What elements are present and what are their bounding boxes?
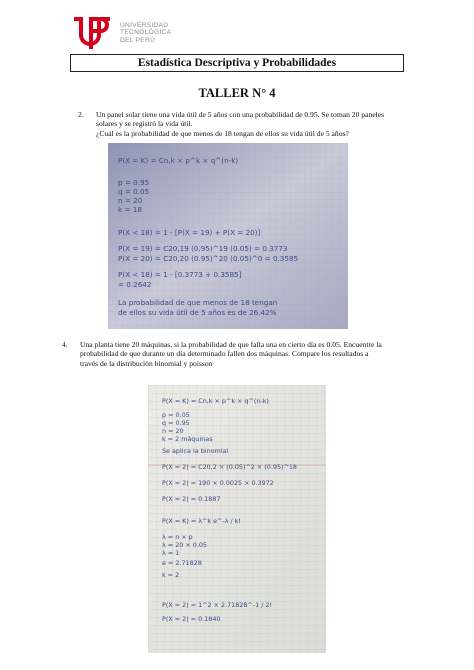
utp-logo-icon xyxy=(72,15,112,51)
photo-1-line-12: de ellos su vida útil de 5 años es de 26.42% xyxy=(118,308,277,317)
photo-2-line-5: k = 2 máquinas xyxy=(162,435,213,443)
university-logo xyxy=(72,14,212,52)
photo-2-line-7: P(X = 2) = C20,2 × (0.05)^2 × (0.95)^18 xyxy=(162,463,297,471)
photo-2-line-17: P(X = 2) = 0.1840 xyxy=(162,615,221,623)
photo-2-line-10: P(X = K) = λ^k e^-λ / k! xyxy=(162,517,241,525)
question-4-number: 4. xyxy=(62,340,68,349)
photo-1-line-11: La probabilidad de que menos de 18 tengan xyxy=(118,298,278,307)
photo-2-line-9: P(X = 2) = 0.1887 xyxy=(162,495,221,503)
question-4 xyxy=(62,340,408,368)
photo-2-line-8: P(X = 2) = 190 × 0.0025 × 0.3972 xyxy=(162,479,274,487)
question-4-line-2: probabilidad de que durante un día determinado fallen dos máquinas. Compare los resultados a xyxy=(80,349,369,359)
photo-1-line-7: P(X = 19) = C20,19 (0.95)^19 (0.05) = 0.3773 xyxy=(118,244,288,253)
taller-heading: TALLER N° 4 xyxy=(198,86,276,100)
photo-1-line-9: P(X < 18) = 1 - [0.3773 + 0.3585] xyxy=(118,270,242,279)
logo-line-2: TECNOLÓGICA xyxy=(120,29,172,37)
question-4-line-3: través de la distribución binomial y poisson xyxy=(80,358,213,368)
photo-2-line-3: q = 0.95 xyxy=(162,419,190,427)
photo-1-line-3: q = 0.05 xyxy=(118,187,150,196)
photo-1-line-6: P(X < 18) = 1 - [P(X = 19) + P(X = 20)] xyxy=(118,228,261,237)
logo-line-1: UNIVERSIDAD xyxy=(120,21,169,29)
photo-2-line-13: λ = 1 xyxy=(162,549,180,557)
photo-2-line-4: n = 20 xyxy=(162,427,184,435)
photo-1-line-2: p = 0.95 xyxy=(118,178,150,187)
question-2 xyxy=(78,110,408,138)
question-2-line-1: Un panel solar tiene una vida útil de 5 años con una probabilidad de 0.95. Se toman 20 paneles xyxy=(96,110,385,119)
photo-2-line-14: e = 2.71828 xyxy=(162,559,202,567)
question-2-number: 2. xyxy=(78,110,84,119)
photo-1-line-1: P(X = K) = Cn,k × p^k × q^(n-k) xyxy=(118,156,239,165)
photo-2-line-15: k = 2 xyxy=(162,571,180,579)
photo-1-line-8: P(X = 20) = C20,20 (0.95)^20 (0.05)^0 = 0.3585 xyxy=(118,254,299,263)
photo-2-line-11: λ = n × p xyxy=(162,533,193,541)
photo-2-line-1: P(X = K) = Cn,k × p^k × q^(n-k) xyxy=(162,397,269,405)
course-title-box xyxy=(70,54,404,72)
solution-photo-1 xyxy=(108,143,348,329)
logo-wordmark xyxy=(120,22,171,45)
question-4-line-1: Una planta tiene 20 máquinas, si la probabilidad de que falla una en cierto día es 0.05. Encuentre la xyxy=(80,340,382,349)
photo-2-line-2: p = 0.05 xyxy=(162,411,190,419)
photo-2-line-16: P(X = 2) = 1^2 × 2.71828^-1 / 2! xyxy=(162,601,273,609)
question-2-line-3: ¿Cuál es la probabilidad de que menos de 18 tengan de ellos su vida útil de 5 años? xyxy=(96,128,349,138)
photo-1-line-10: = 0.2642 xyxy=(118,280,152,289)
course-title: Estadística Descriptiva y Probabilidades xyxy=(137,57,337,69)
photo-2-line-12: λ = 20 × 0.05 xyxy=(162,541,207,549)
logo-line-3: DEL PERÚ xyxy=(120,36,156,44)
question-2-line-2: solares y se registró la vida útil. xyxy=(96,119,193,129)
photo-2-line-6: Se aplica la binomial xyxy=(162,447,229,455)
photo-1-line-5: k = 18 xyxy=(118,205,142,214)
photo-1-line-4: n = 20 xyxy=(118,196,143,205)
solution-photo-2 xyxy=(148,385,326,653)
